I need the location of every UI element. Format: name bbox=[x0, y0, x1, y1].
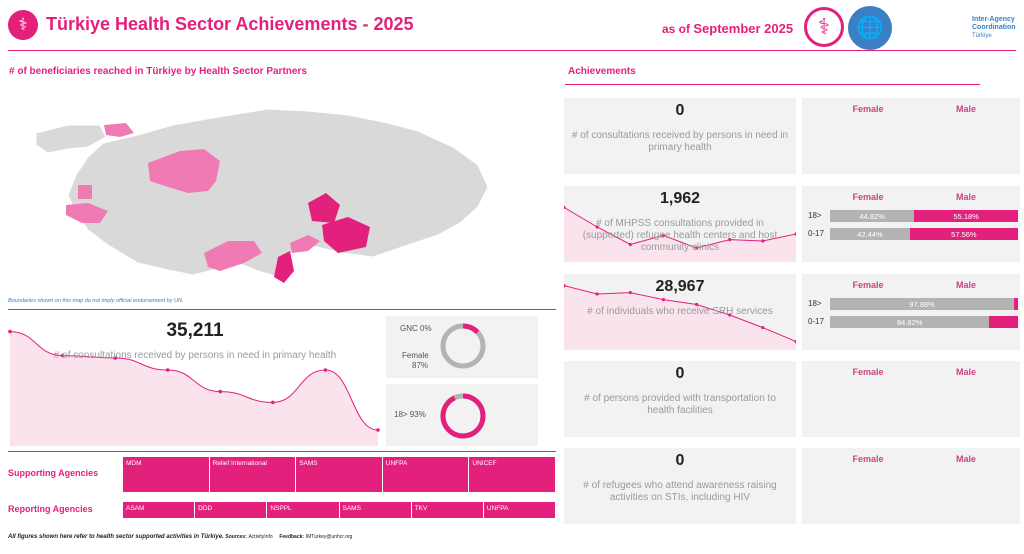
female-heading: Female bbox=[852, 454, 884, 464]
trend-point bbox=[218, 390, 222, 394]
feedback-value: IMTurkey@unhcr.org bbox=[305, 534, 353, 540]
achievement-label: # of consultations received by persons in need in primary health bbox=[571, 130, 789, 153]
achievement-gender-card bbox=[802, 186, 1020, 262]
as-of-value: September 2025 bbox=[693, 21, 794, 36]
achievement-value: 0 bbox=[675, 365, 685, 382]
achievement-gender-card bbox=[802, 448, 1020, 524]
reporting-agency: NSPPL bbox=[267, 502, 339, 518]
reporting-agencies-label: Reporting Agencies bbox=[8, 504, 93, 514]
age-donut bbox=[438, 390, 488, 442]
as-of-date bbox=[662, 21, 793, 36]
iac-line1: Inter-Agency bbox=[972, 16, 1015, 23]
female-heading: Female bbox=[852, 192, 884, 202]
health-logo-icon: ⚕ bbox=[8, 10, 38, 40]
female-heading: Female bbox=[852, 104, 884, 114]
achievement-card bbox=[564, 361, 796, 437]
header-divider bbox=[8, 50, 1016, 51]
primary-health-card bbox=[8, 316, 382, 446]
primary-health-value: 35,211 bbox=[166, 320, 224, 341]
male-heading: Male bbox=[955, 104, 976, 114]
trend-point bbox=[271, 401, 275, 405]
footer-note: All figures shown here refer to health sector supported activities in Türkiye. bbox=[8, 534, 224, 540]
gender-bar bbox=[830, 316, 1018, 328]
male-bar-segment: 57.56% bbox=[910, 228, 1018, 240]
achievement-label: # of persons provided with transportation to health facilities bbox=[584, 393, 776, 416]
map-thrace bbox=[36, 125, 106, 153]
achievement-value: 0 bbox=[675, 102, 685, 119]
achievement-value: 28,967 bbox=[655, 278, 705, 295]
achievement-card bbox=[564, 274, 796, 350]
trend-point bbox=[662, 298, 665, 301]
trend-point bbox=[376, 428, 380, 432]
achievement-card bbox=[564, 186, 796, 262]
primary-health-label: # of consultations received by persons in need in primary health bbox=[53, 350, 337, 361]
map-divider bbox=[8, 309, 556, 310]
achievement-gender-card bbox=[802, 274, 1020, 350]
bar-row-label: 0-17 bbox=[808, 229, 825, 238]
age-donut-card bbox=[386, 384, 538, 446]
gender-bar bbox=[830, 228, 1018, 240]
reporting-agency: UNFPA bbox=[484, 502, 556, 518]
iac-line3: Türkiye bbox=[972, 33, 992, 39]
female-bar-segment: 42.44% bbox=[830, 228, 910, 240]
male-heading: Male bbox=[955, 454, 976, 464]
iac-logo bbox=[972, 16, 1016, 40]
female-bar-segment: 84.82% bbox=[830, 316, 989, 328]
supporting-agency: UNFPA bbox=[383, 457, 470, 492]
caduceus-icon: ⚕ bbox=[804, 7, 844, 47]
reporting-agency: TKV bbox=[412, 502, 484, 518]
achievement-value: 1,962 bbox=[659, 190, 701, 207]
female-bar-segment: 44.82% bbox=[830, 210, 914, 222]
supporting-agency: MDM bbox=[123, 457, 210, 492]
trend-point bbox=[761, 326, 764, 329]
female-heading: Female bbox=[852, 280, 884, 290]
achievement-label: # of MHPSS consultations provided in (supported) refugee health centers and host community clinics bbox=[582, 218, 778, 253]
male-heading: Male bbox=[955, 367, 976, 377]
achievement-gender-card bbox=[802, 98, 1020, 174]
turkiye-map bbox=[8, 95, 538, 290]
reporting-agencies-row bbox=[123, 502, 556, 518]
trend-point bbox=[324, 368, 328, 372]
gender-donut-card bbox=[386, 316, 538, 378]
sources-label: Sources: bbox=[225, 534, 247, 540]
sources-value: ActivityInfo bbox=[248, 534, 273, 540]
female-heading: Female bbox=[852, 367, 884, 377]
achievement-gender-card bbox=[802, 361, 1020, 437]
supporting-agency: UNICEF bbox=[469, 457, 556, 492]
trend-point bbox=[166, 368, 170, 372]
supporting-agency: SAMS bbox=[296, 457, 383, 492]
gender-donut bbox=[438, 320, 488, 372]
male-bar-segment bbox=[989, 316, 1018, 328]
achievements-title: Achievements bbox=[568, 66, 636, 77]
page-title: Türkiye Health Sector Achievements - 2025 bbox=[46, 14, 414, 34]
footer bbox=[8, 534, 352, 540]
achievement-card bbox=[564, 98, 796, 174]
supporting-agencies-label: Supporting Agencies bbox=[8, 468, 99, 478]
age-label: 18> 93% bbox=[394, 410, 426, 419]
achievements-divider bbox=[565, 84, 980, 85]
map-aydin-north bbox=[78, 185, 92, 199]
male-bar-segment: 55.18% bbox=[914, 210, 1018, 222]
map-title: # of beneficiaries reached in Türkiye by Health Sector Partners bbox=[9, 66, 307, 77]
bar-row-label: 18> bbox=[808, 211, 822, 220]
reporting-agency: ASAM bbox=[123, 502, 195, 518]
gnc-label: GNC 0% bbox=[400, 324, 432, 333]
trend-area bbox=[10, 332, 378, 446]
achievement-label: # of refugees who attend awareness raising activities on STIs, including HIV bbox=[583, 480, 777, 503]
gender-bar bbox=[830, 298, 1018, 310]
male-heading: Male bbox=[955, 280, 976, 290]
female-bar-segment: 97.88% bbox=[830, 298, 1014, 310]
male-heading: Male bbox=[955, 192, 976, 202]
feedback-label: Feedback: bbox=[279, 534, 305, 540]
gender-bar bbox=[830, 210, 1018, 222]
male-bar-segment bbox=[1014, 298, 1018, 310]
reporting-agency: SAMS bbox=[340, 502, 412, 518]
un-emblem-icon: 🌐 bbox=[848, 6, 892, 50]
reporting-agency: DDD bbox=[195, 502, 267, 518]
achievement-card bbox=[564, 448, 796, 524]
bar-row-label: 0-17 bbox=[808, 317, 825, 326]
achievement-label: # of individuals who receive SRH services bbox=[587, 306, 773, 317]
map-istanbul bbox=[104, 123, 134, 137]
supporting-agencies-row bbox=[123, 457, 556, 492]
iac-line2: Coordination bbox=[972, 24, 1016, 31]
map-anatolia bbox=[68, 109, 488, 277]
bar-row-label: 18> bbox=[808, 299, 822, 308]
achievement-value: 0 bbox=[675, 452, 685, 469]
age-donut-arc bbox=[443, 396, 483, 436]
female-label: Female bbox=[402, 351, 429, 360]
as-of-prefix: as of bbox=[662, 22, 691, 36]
map-disclaimer: Boundaries shown on this map do not imply official endorsement by UN. bbox=[8, 298, 184, 304]
supporting-agency: Relief International bbox=[210, 457, 297, 492]
female-pct: 87% bbox=[412, 361, 429, 370]
agencies-divider bbox=[8, 451, 556, 452]
